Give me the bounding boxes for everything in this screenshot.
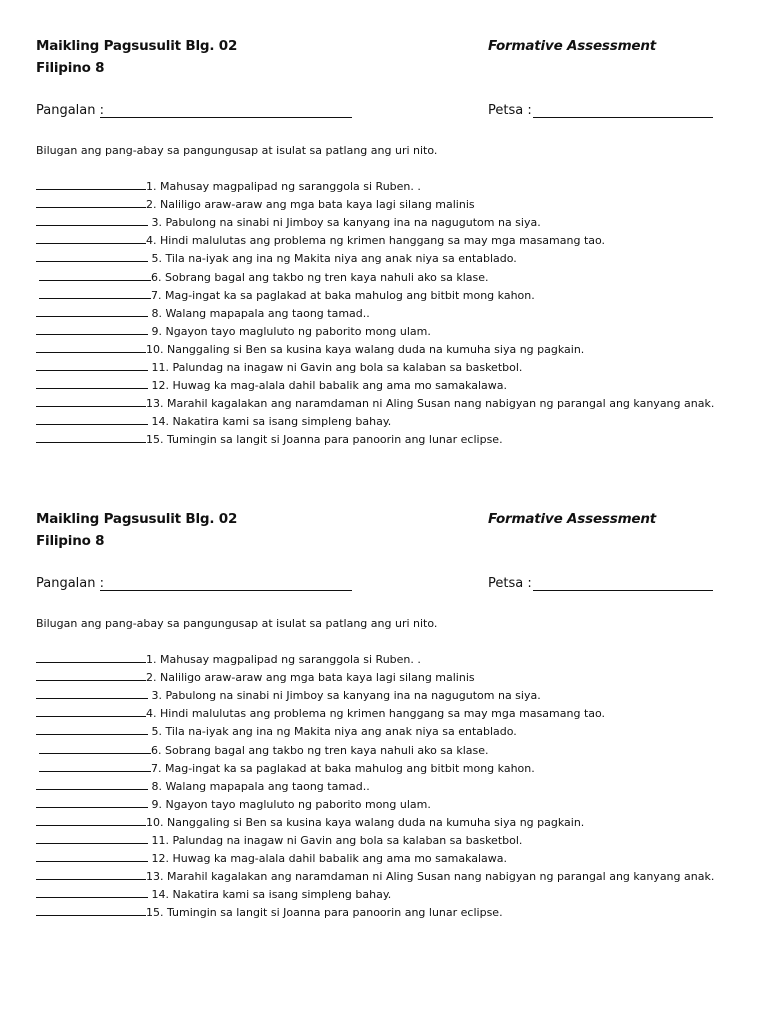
assessment-type: Formative Assessment [488, 511, 657, 527]
answer-blank[interactable] [36, 306, 148, 317]
list-item [36, 851, 507, 865]
list-item [36, 724, 517, 738]
answer-blank[interactable] [36, 851, 148, 862]
list-item [36, 905, 503, 919]
list-item [36, 270, 489, 284]
item-text: 12. Huwag ka mag-alala dahil babalik ang ama mo samakalawa. [148, 852, 508, 866]
item-text: 3. Pabulong na sinabi ni Jimboy sa kanyang ina na nagugutom na siya. [148, 689, 541, 703]
answer-blank[interactable] [36, 797, 148, 808]
item-text: 5. Tila na-iyak ang ina ng Makita niya ang anak niya sa entablado. [148, 252, 517, 266]
list-item [36, 396, 714, 410]
item-text: 10. Nanggaling si Ben sa kusina kaya walang duda na kumuha siya ng pagkain. [146, 342, 585, 356]
item-text: 8. Walang mapapala ang taong tamad.. [148, 779, 370, 793]
answer-blank[interactable] [36, 233, 146, 244]
list-item [36, 706, 605, 720]
answer-blank[interactable] [36, 833, 148, 844]
answer-blank[interactable] [36, 342, 146, 353]
item-text: 1. Mahusay magpalipad ng saranggola si Ruben. . [146, 653, 421, 666]
date-label: Petsa : [488, 103, 532, 118]
item-text: 3. Pabulong na sinabi ni Jimboy sa kanyang ina na nagugutom na siya. [148, 216, 541, 230]
list-item [36, 688, 541, 702]
instructions: Bilugan ang pang-abay sa pangungusap at isulat sa patlang ang uri nito. [36, 144, 438, 157]
answer-blank[interactable] [39, 743, 151, 754]
list-item [36, 378, 507, 392]
answer-blank[interactable] [36, 179, 146, 190]
item-text: 4. Hindi malulutas ang problema ng krimen hanggang sa may mga masamang tao. [146, 707, 606, 721]
item-text: 5. Tila na-iyak ang ina ng Makita niya ang anak niya sa entablado. [148, 725, 517, 739]
answer-blank[interactable] [36, 251, 148, 262]
list-item [36, 233, 605, 247]
answer-blank[interactable] [36, 324, 148, 335]
name-label: Pangalan : [36, 103, 105, 118]
list-item [36, 887, 391, 901]
answer-blank[interactable] [36, 815, 146, 826]
item-text: 12. Huwag ka mag-alala dahil babalik ang ama mo samakalawa. [148, 379, 508, 393]
answer-blank[interactable] [39, 288, 151, 299]
date-field[interactable] [533, 117, 713, 118]
item-text: 6. Sobrang bagal ang takbo ng tren kaya nahuli ako sa klase. [151, 743, 489, 757]
list-item [36, 432, 503, 446]
answer-blank[interactable] [36, 670, 146, 681]
list-item [36, 670, 475, 684]
item-text: 7. Mag-ingat ka sa paglakad at baka mahulog ang bitbit mong kahon. [151, 761, 535, 775]
answer-blank[interactable] [36, 652, 146, 663]
list-item [36, 179, 421, 193]
list-item [36, 652, 421, 666]
list-item [36, 797, 431, 811]
list-item [36, 197, 475, 211]
name-field[interactable] [100, 590, 352, 591]
list-item [36, 833, 522, 847]
list-item [36, 306, 370, 320]
list-item [36, 342, 584, 356]
item-text: 6. Sobrang bagal ang takbo ng tren kaya nahuli ako sa klase. [151, 270, 489, 284]
date-field[interactable] [533, 590, 713, 591]
answer-blank[interactable] [36, 414, 148, 425]
item-text: 2. Naliligo araw-araw ang mga bata kaya lagi silang malinis [146, 198, 475, 212]
answer-blank[interactable] [39, 270, 151, 281]
item-text: 9. Ngayon tayo magluluto ng paborito mong ulam. [148, 797, 431, 811]
item-text: 1. Mahusay magpalipad ng saranggola si Ruben. . [146, 180, 421, 193]
answer-blank[interactable] [36, 432, 146, 443]
item-text: 8. Walang mapapala ang taong tamad.. [148, 306, 370, 320]
instructions: Bilugan ang pang-abay sa pangungusap at isulat sa patlang ang uri nito. [36, 617, 438, 630]
answer-blank[interactable] [36, 197, 146, 208]
item-text: 2. Naliligo araw-araw ang mga bata kaya lagi silang malinis [146, 671, 475, 685]
answer-blank[interactable] [36, 215, 148, 226]
item-text: 13. Marahil kagalakan ang naramdaman ni Aling Susan nang nabigyan ng parangal ang kanyang anak. [146, 870, 715, 884]
list-item [36, 779, 370, 793]
subject-label: Filipino 8 [36, 60, 105, 76]
list-item [36, 251, 517, 265]
item-text: 11. Palundag na inagaw ni Gavin ang bola sa kalaban sa basketbol. [148, 834, 523, 847]
item-text: 11. Palundag na inagaw ni Gavin ang bola sa kalaban sa basketbol. [148, 361, 523, 374]
quiz-title: Maikling Pagsusulit Blg. 02 [36, 38, 238, 54]
name-field[interactable] [100, 117, 352, 118]
item-text: 7. Mag-ingat ka sa paglakad at baka mahulog ang bitbit mong kahon. [151, 288, 535, 302]
list-item [36, 761, 535, 775]
answer-blank[interactable] [39, 761, 151, 772]
list-item [36, 414, 391, 428]
assessment-type: Formative Assessment [488, 38, 657, 54]
answer-blank[interactable] [36, 378, 148, 389]
answer-blank[interactable] [36, 779, 148, 790]
item-text: 14. Nakatira kami sa isang simpleng bahay. [148, 415, 392, 429]
date-label: Petsa : [488, 576, 532, 591]
answer-blank[interactable] [36, 396, 146, 407]
item-text: 4. Hindi malulutas ang problema ng krimen hanggang sa may mga masamang tao. [146, 234, 606, 248]
answer-blank[interactable] [36, 688, 148, 699]
item-text: 15. Tumingin sa langit si Joanna para panoorin ang lunar eclipse. [146, 906, 503, 920]
list-item [36, 288, 535, 302]
list-item [36, 215, 541, 229]
item-text: 9. Ngayon tayo magluluto ng paborito mong ulam. [148, 324, 431, 338]
item-text: 14. Nakatira kami sa isang simpleng bahay. [148, 888, 392, 902]
list-item [36, 743, 489, 757]
answer-blank[interactable] [36, 706, 146, 717]
list-item [36, 324, 431, 338]
answer-blank[interactable] [36, 360, 148, 371]
list-item [36, 815, 584, 829]
answer-blank[interactable] [36, 887, 148, 898]
answer-blank[interactable] [36, 869, 146, 880]
list-item [36, 360, 522, 374]
answer-blank[interactable] [36, 724, 148, 735]
list-item [36, 869, 714, 883]
item-text: 13. Marahil kagalakan ang naramdaman ni Aling Susan nang nabigyan ng parangal ang kanyang anak. [146, 397, 715, 411]
name-label: Pangalan : [36, 576, 105, 591]
quiz-title: Maikling Pagsusulit Blg. 02 [36, 511, 238, 527]
item-text: 10. Nanggaling si Ben sa kusina kaya walang duda na kumuha siya ng pagkain. [146, 815, 585, 829]
answer-blank[interactable] [36, 905, 146, 916]
subject-label: Filipino 8 [36, 533, 105, 549]
item-text: 15. Tumingin sa langit si Joanna para panoorin ang lunar eclipse. [146, 433, 503, 447]
